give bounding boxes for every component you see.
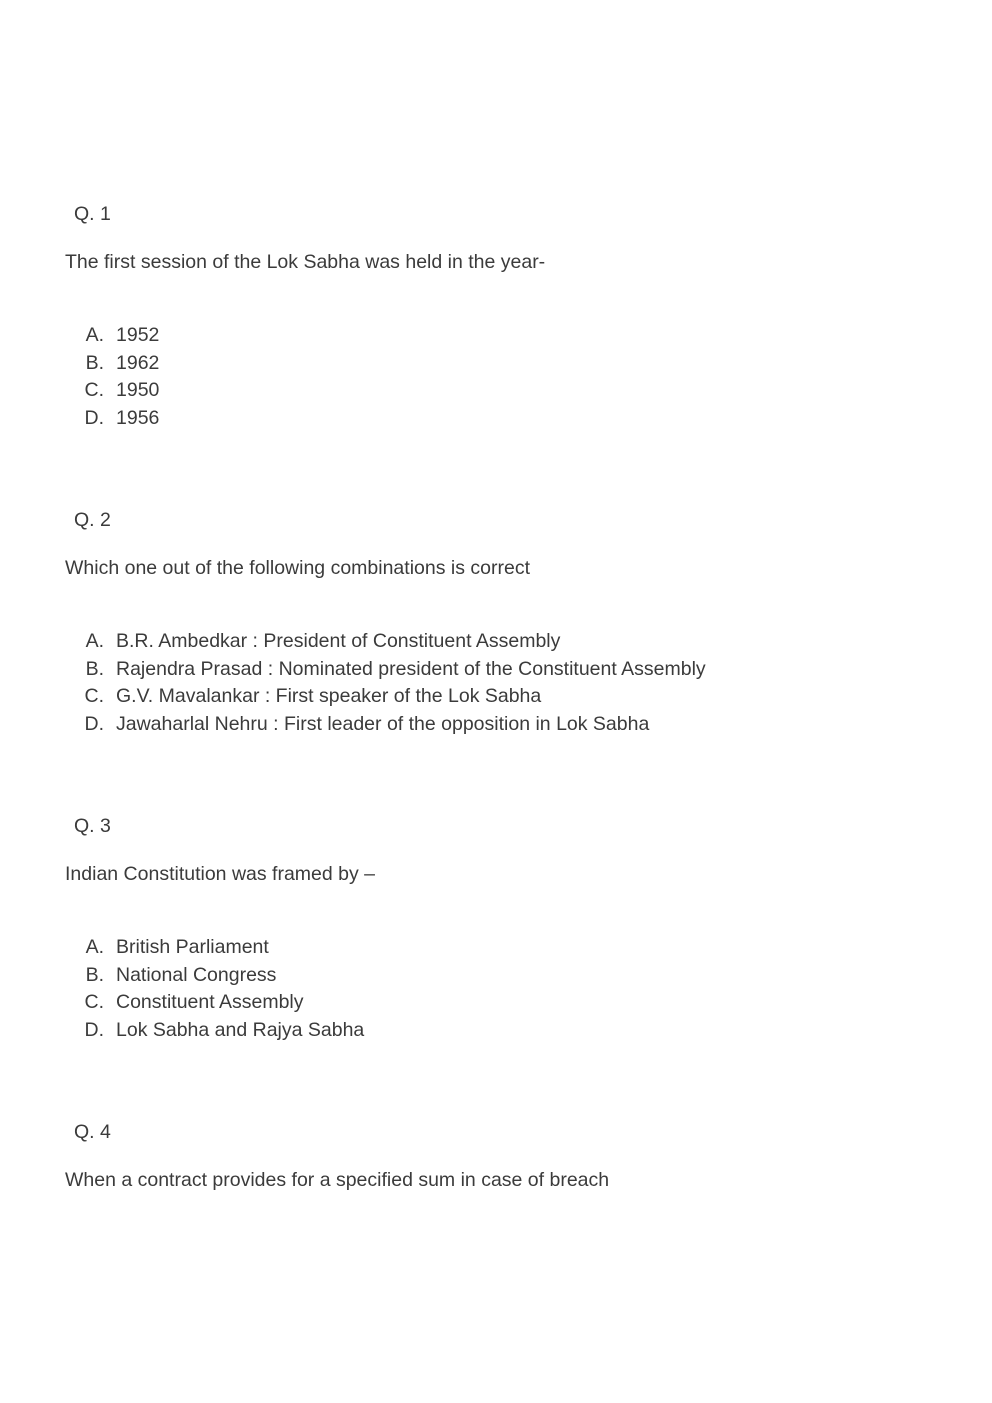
option-text: Jawaharlal Nehru : First leader of the opposition in Lok Sabha bbox=[116, 712, 650, 735]
option-text: 1956 bbox=[116, 406, 160, 429]
option-item bbox=[65, 1017, 952, 1045]
option-text: Rajendra Prasad : Nominated president of the Constituent Assembly bbox=[116, 657, 706, 680]
option-letter: D. bbox=[84, 712, 104, 735]
option-item bbox=[65, 377, 952, 405]
option-letter: B. bbox=[85, 351, 104, 374]
question-block-1 bbox=[65, 201, 952, 432]
option-letter: A. bbox=[85, 630, 104, 652]
question-text: Which one out of the following combinations is correct bbox=[65, 557, 530, 579]
question-number: Q. 1 bbox=[74, 203, 111, 225]
option-letter: C. bbox=[84, 685, 104, 707]
question-block-4 bbox=[65, 1119, 952, 1194]
option-item bbox=[65, 683, 952, 711]
question-block-2 bbox=[65, 507, 952, 738]
option-item bbox=[65, 934, 952, 962]
option-item bbox=[65, 989, 952, 1017]
option-text: 1950 bbox=[116, 379, 160, 401]
option-item bbox=[65, 322, 952, 350]
options-list bbox=[65, 322, 952, 432]
options-list bbox=[65, 934, 952, 1044]
option-letter: C. bbox=[84, 991, 104, 1013]
option-text: G.V. Mavalankar : First speaker of the Lok Sabha bbox=[116, 685, 542, 707]
option-item bbox=[65, 350, 952, 378]
option-item bbox=[65, 656, 952, 684]
option-text: Lok Sabha and Rajya Sabha bbox=[116, 1018, 365, 1041]
option-text: B.R. Ambedkar : President of Constituent Assembly bbox=[116, 630, 561, 652]
option-letter: B. bbox=[85, 963, 104, 986]
option-item bbox=[65, 962, 952, 990]
question-block-3 bbox=[65, 813, 952, 1044]
option-text: 1952 bbox=[116, 324, 160, 346]
question-number: Q. 2 bbox=[74, 509, 111, 531]
option-item bbox=[65, 711, 952, 739]
option-text: 1962 bbox=[116, 351, 160, 374]
question-text: The first session of the Lok Sabha was held in the year- bbox=[65, 251, 546, 273]
question-text: Indian Constitution was framed by – bbox=[65, 863, 376, 885]
option-letter: D. bbox=[84, 1018, 104, 1041]
question-text: When a contract provides for a specified sum in case of breach bbox=[65, 1169, 610, 1191]
option-letter: A. bbox=[85, 324, 104, 346]
option-text: Constituent Assembly bbox=[116, 991, 304, 1013]
option-letter: C. bbox=[84, 379, 104, 401]
option-letter: D. bbox=[84, 406, 104, 429]
option-item bbox=[65, 628, 952, 656]
option-letter: A. bbox=[85, 936, 104, 958]
option-text: British Parliament bbox=[116, 936, 269, 958]
option-text: National Congress bbox=[116, 963, 277, 986]
question-number: Q. 3 bbox=[74, 815, 111, 837]
option-item bbox=[65, 405, 952, 433]
option-letter: B. bbox=[85, 657, 104, 680]
options-list bbox=[65, 628, 952, 738]
question-number: Q. 4 bbox=[74, 1121, 111, 1143]
